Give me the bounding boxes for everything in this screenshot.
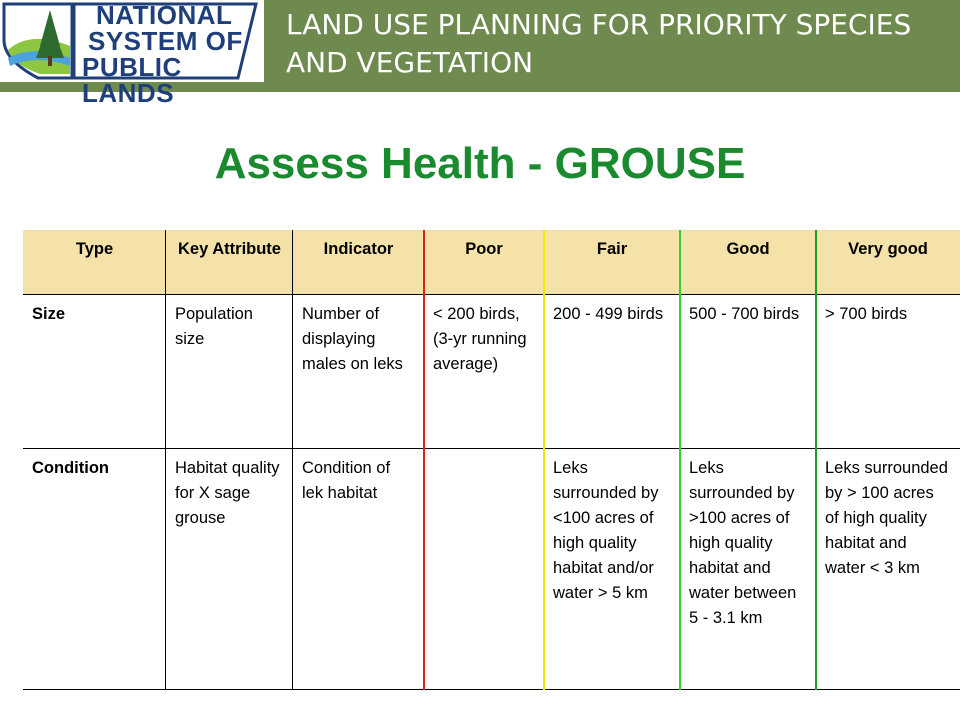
- header-fair: Fair: [596, 240, 628, 258]
- row-condition-good: Leks surrounded by >100 acres of high quality habitat and water between 5 - 3.1 km: [689, 459, 797, 627]
- very-good-color-divider: [815, 230, 817, 690]
- header-type: Type: [75, 240, 114, 258]
- row-size-very-good: > 700 birds: [825, 305, 908, 323]
- header-key-attribute: Key Attribute: [178, 240, 281, 258]
- header-title: LAND USE PLANNING FOR PRIORITY SPECIES AND VEGETATION: [286, 8, 912, 79]
- poor-color-divider: [423, 230, 425, 690]
- header-very-good: Very good: [848, 240, 928, 258]
- table-bottom-border: [23, 689, 960, 690]
- column-divider-type: [165, 230, 166, 690]
- row-size-fair: 200 - 499 birds: [553, 305, 664, 323]
- row-size-good: 500 - 700 birds: [689, 305, 800, 323]
- row-size-poor: < 200 birds, (3-yr running average): [433, 305, 527, 373]
- blm-logo: [0, 0, 264, 108]
- logo-line-1: NATIONAL: [96, 0, 233, 30]
- assessment-table: [23, 230, 960, 690]
- row-condition-type: Condition: [32, 459, 109, 477]
- fair-color-divider: [543, 230, 545, 690]
- header-good: Good: [726, 240, 770, 258]
- page-title: Assess Health - GROUSE: [214, 139, 746, 188]
- column-divider-key-attribute: [292, 230, 293, 690]
- logo-line-2: SYSTEM OF: [88, 26, 243, 56]
- row-size-indicator: Number of displaying males on leks: [302, 305, 403, 373]
- header-poor: Poor: [465, 240, 503, 258]
- row-condition-very-good: Leks surrounded by > 100 acres of high quality habitat and water < 3 km: [825, 459, 948, 577]
- row-condition-indicator: Condition of lek habitat: [302, 459, 391, 502]
- header-indicator: Indicator: [323, 240, 394, 258]
- row-size-key-attribute: Population size: [175, 305, 253, 348]
- row-condition-key-attribute: Habitat quality for X sage grouse: [175, 459, 280, 527]
- good-color-divider: [679, 230, 681, 690]
- row-divider-1: [23, 294, 960, 295]
- row-size-type: Size: [32, 305, 66, 323]
- row-condition-fair: Leks surrounded by <100 acres of high quality habitat and/or water > 5 km: [553, 459, 659, 602]
- row-divider-2: [23, 448, 960, 449]
- header-bar: [0, 0, 960, 108]
- logo-line-3: PUBLIC LANDS: [82, 52, 182, 108]
